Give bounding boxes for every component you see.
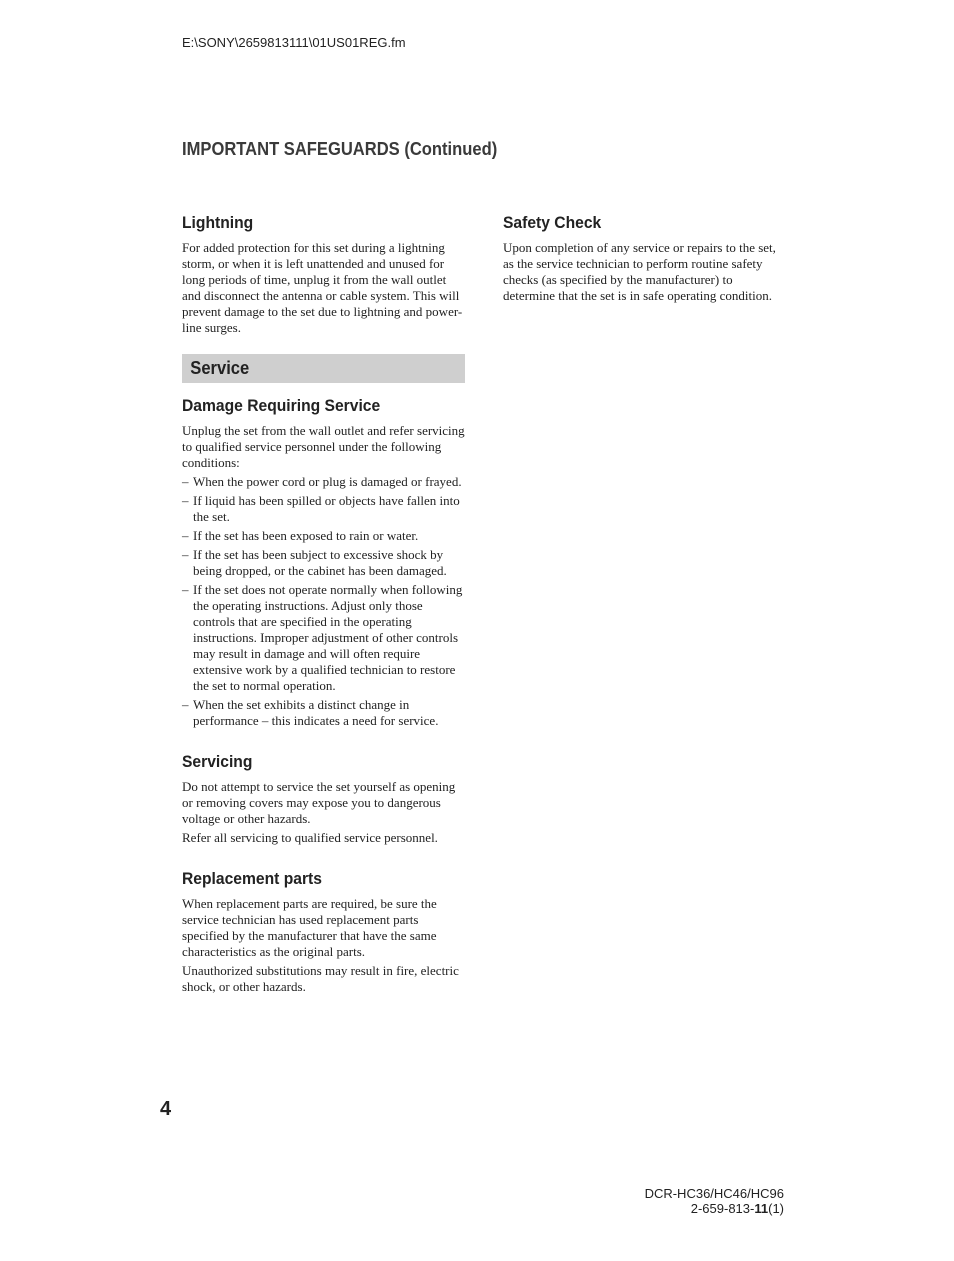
footer-model-info xyxy=(645,1186,784,1216)
replacement-section xyxy=(182,868,465,995)
servicing-paragraph: Do not attempt to service the set yourself as opening or removing covers may expose you to dangerous voltage or other hazards. xyxy=(182,779,456,826)
page-number: 4 xyxy=(160,1098,172,1120)
damage-conditions-list xyxy=(182,474,465,729)
safety-check-section xyxy=(503,212,779,304)
replacement-paragraph: When replacement parts are required, be sure the service technician has used replacement parts specified by the manufacturer that have the same characteristics as the original parts. xyxy=(182,896,437,959)
list-item: – If the set has been subject to excessive shock by being dropped, or the cabinet has been damaged. xyxy=(182,547,465,579)
code-suffix: (1) xyxy=(768,1201,784,1216)
list-item: – When the power cord or plug is damaged or frayed. xyxy=(182,474,465,490)
right-column xyxy=(503,212,779,326)
list-item: – When the set exhibits a distinct change in performance – this indicates a need for service. xyxy=(182,697,465,729)
model-number: DCR-HC36/HC46/HC96 xyxy=(644,1186,784,1201)
list-item: – If the set does not operate normally when following the operating instructions. Adjust only those controls that are specified in the operating instructions. Improper adjustment of other controls may result in damage and will often require extensive work by a qualified technician to restore the set to normal operation. xyxy=(182,582,465,694)
servicing-section xyxy=(182,751,465,846)
file-path: E:\SONY\2659813111\01US01REG.fm xyxy=(182,35,406,50)
servicing-paragraph: Refer all servicing to qualified service personnel. xyxy=(182,830,438,845)
page-title: IMPORTANT SAFEGUARDS (Continued) xyxy=(182,139,498,159)
damage-section xyxy=(182,395,465,729)
document-code xyxy=(645,1201,784,1216)
left-column xyxy=(182,212,465,1017)
safety-check-text: Upon completion of any service or repairs to the set, as the service technician to perform routine safety checks (as specified by the manufacturer) to determine that the set is in safe operating condition. xyxy=(503,240,776,303)
replacement-heading: Replacement parts xyxy=(182,869,322,888)
damage-heading: Damage Requiring Service xyxy=(182,396,381,415)
damage-intro: Unplug the set from the wall outlet and refer servicing to qualified service personnel under the following conditions: xyxy=(182,423,465,470)
service-band-label: Service xyxy=(190,358,250,378)
code-bold: 11 xyxy=(754,1201,769,1216)
safety-check-heading: Safety Check xyxy=(503,213,602,232)
service-section-band xyxy=(182,354,465,383)
list-item: – If the set has been exposed to rain or water. xyxy=(182,528,465,544)
list-item: – If liquid has been spilled or objects have fallen into the set. xyxy=(182,493,465,525)
servicing-heading: Servicing xyxy=(182,752,253,771)
lightning-text: For added protection for this set during a lightning storm, or when it is left unattended and unused for long periods of time, unplug it from the wall outlet and disconnect the antenna or cable system. This will prevent damage to the set due to lightning and power-line surges. xyxy=(182,240,463,335)
code-prefix: 2-659-813- xyxy=(690,1201,755,1216)
lightning-section xyxy=(182,212,465,336)
replacement-paragraph: Unauthorized substitutions may result in fire, electric shock, or other hazards. xyxy=(182,963,459,994)
lightning-heading: Lightning xyxy=(182,213,254,232)
